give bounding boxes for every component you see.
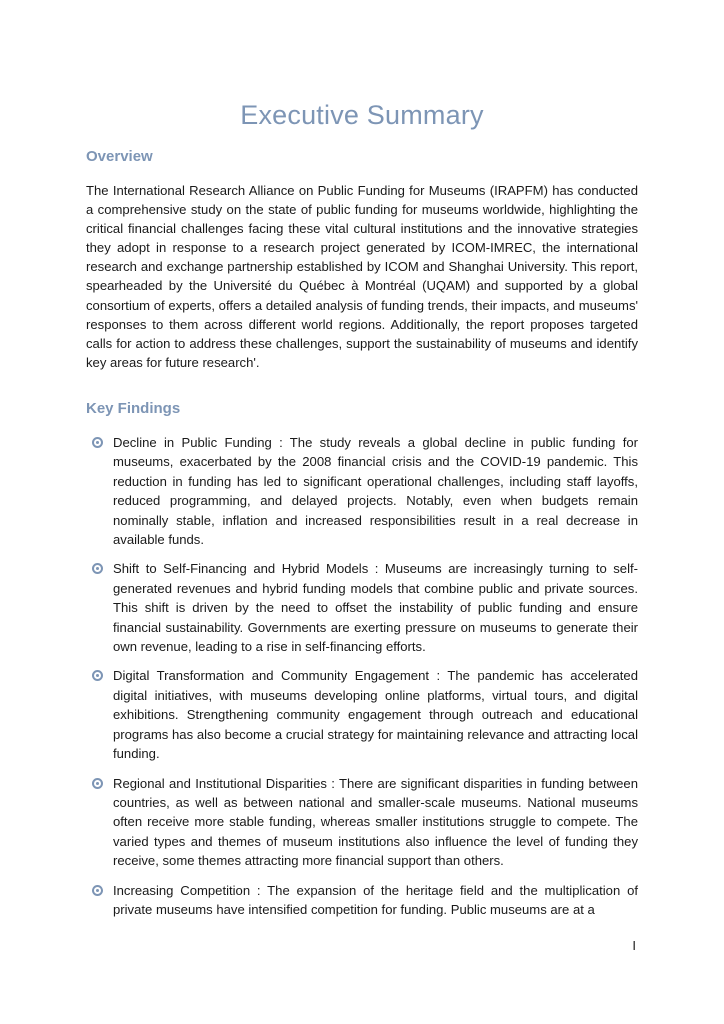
key-finding-text: Shift to Self-Financing and Hybrid Models : Museums are increasingly turning to self-generated revenues and hybrid funding models that combine public and private sources. This shift is driven by the need to offset the instability of public funding and ensure financial sustainability. Governments are exerting pressure on museums to generate their own revenue, leading to a rise in self-financing efforts. — [113, 561, 638, 655]
key-finding-item — [86, 559, 638, 656]
page-title: Executive Summary — [240, 100, 484, 130]
key-finding-text: Increasing Competition : The expansion of the heritage field and the multiplication of private museums have intensified competition for funding. Public museums are at a — [113, 882, 638, 917]
key-finding-item — [86, 433, 638, 549]
key-finding-item — [86, 881, 638, 920]
circle-bullet-icon — [92, 437, 103, 448]
key-findings-heading: Key Findings — [86, 400, 181, 417]
key-findings-list — [86, 433, 638, 929]
circle-bullet-icon — [92, 778, 103, 789]
circle-bullet-icon — [92, 885, 103, 896]
overview-heading: Overview — [86, 148, 153, 165]
page-number: I — [632, 938, 636, 953]
circle-bullet-icon — [92, 563, 103, 574]
key-finding-text: Regional and Institutional Disparities : There are significant disparities in funding between countries, as well as between national and smaller-scale museums. National museums often receive more stable funding, whereas smaller institutions struggle to compete. The varied types and themes of museum institutions also influence the level of funding they receive, some themes attracting more financial support than others. — [113, 775, 638, 869]
overview-paragraph: The International Research Alliance on Public Funding for Museums (IRAPFM) has conducted a comprehensive study on the state of public funding for museums worldwide, highlighting the critical financial challenges facing these vital cultural institutions and the innovative strategies they adopt in response to a research project generated by ICOM-IMREC, the international research and exchange partnership established by ICOM and Shanghai University. This report, spearheaded by the Université du Québec à Montréal (UQAM) and supported by a global consortium of experts, offers a detailed analysis of funding trends, their impacts, and museums' responses to them across different world regions. Additionally, the report proposes targeted calls for action to address these challenges, support the sustainability of museums and identify key areas for future research'. — [86, 183, 638, 370]
key-finding-item — [86, 774, 638, 871]
key-finding-text: Digital Transformation and Community Engagement : The pandemic has accelerated digital initiatives, with museums developing online platforms, virtual tours, and digital exhibitions. Strengthening community engagement through outreach and educational programs has also become a crucial strategy for maintaining relevance and attracting local funding. — [113, 668, 638, 762]
key-finding-item — [86, 666, 638, 763]
key-finding-text: Decline in Public Funding : The study reveals a global decline in public funding for museums, exacerbated by the 2008 financial crisis and the COVID-19 pandemic. This reduction in funding has led to significant operational challenges, including staff layoffs, reduced programming, and delayed projects. Notably, even when budgets remain nominally stable, inflation and increased responsibilities result in a real decrease in available funds. — [113, 435, 638, 548]
circle-bullet-icon — [92, 670, 103, 681]
